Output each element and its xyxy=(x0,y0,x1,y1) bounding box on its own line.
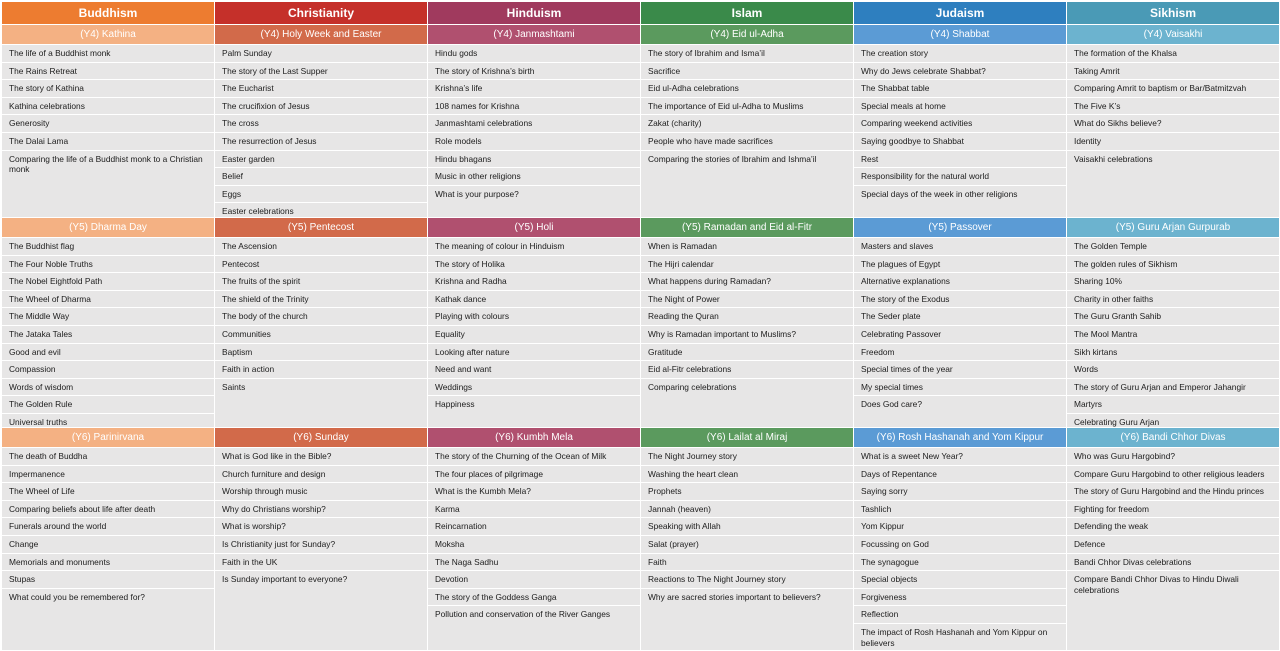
lesson-item: Comparing beliefs about life after death xyxy=(2,501,214,519)
lesson-item: Playing with colours xyxy=(428,308,640,326)
lesson-item: Church furniture and design xyxy=(215,466,427,484)
lesson-item: Need and want xyxy=(428,361,640,379)
lesson-item: Comparing the stories of Ibrahim and Ishma’il xyxy=(648,153,817,164)
lesson-item: Faith xyxy=(641,554,853,572)
unit-header: (Y4) Janmashtami xyxy=(428,25,640,44)
lesson-item: Vaisakhi celebrations xyxy=(1074,153,1153,164)
lesson-item: Compare Bandi Chhor Divas to Hindu Diwali celebrations xyxy=(1074,574,1239,595)
lesson-item: Words of wisdom xyxy=(2,379,214,397)
lesson-item: Equality xyxy=(428,326,640,344)
lesson-item: Impermanence xyxy=(2,466,214,484)
lesson-item: Special objects xyxy=(854,571,1066,589)
lesson-item: The Middle Way xyxy=(2,308,214,326)
unit-lesson-list xyxy=(428,238,640,427)
lesson-item: Focussing on God xyxy=(854,536,1066,554)
lesson-item: Tashlich xyxy=(854,501,1066,519)
lesson-item: The Golden Temple xyxy=(1067,238,1279,256)
lesson-item: Compassion xyxy=(2,361,214,379)
lesson-item: What is God like in the Bible? xyxy=(215,448,427,466)
lesson-item: Reincarnation xyxy=(428,518,640,536)
unit-lesson-list xyxy=(215,238,427,427)
lesson-item: Freedom xyxy=(854,344,1066,362)
lesson-item: Why do Christians worship? xyxy=(215,501,427,519)
lesson-item: Zakat (charity) xyxy=(641,115,853,133)
religion-header-hinduism: Hinduism xyxy=(428,2,640,24)
lesson-item: The story of the Exodus xyxy=(854,291,1066,309)
lesson-item: Hindu gods xyxy=(428,45,640,63)
lesson-item: Responsibility for the natural world xyxy=(854,168,1066,186)
lesson-item: Funerals around the world xyxy=(2,518,214,536)
lesson-item: What happens during Ramadan? xyxy=(641,273,853,291)
lesson-item: Worship through music xyxy=(215,483,427,501)
lesson-item: My special times xyxy=(854,379,1066,397)
lesson-item: The resurrection of Jesus xyxy=(215,133,427,151)
lesson-item: Change xyxy=(2,536,214,554)
lesson-item: Saying sorry xyxy=(854,483,1066,501)
unit-lesson-list xyxy=(641,448,853,650)
lesson-item: Eid al-Fitr celebrations xyxy=(641,361,853,379)
lesson-item: Pollution and conservation of the River Ganges xyxy=(435,609,611,620)
lesson-item: Kathak dance xyxy=(428,291,640,309)
lesson-item: Salat (prayer) xyxy=(641,536,853,554)
lesson-item: Yom Kippur xyxy=(854,518,1066,536)
lesson-item: Faith in action xyxy=(215,361,427,379)
unit-header: (Y6) Rosh Hashanah and Yom Kippur xyxy=(854,428,1066,447)
lesson-item: Sacrifice xyxy=(641,63,853,81)
lesson-item: The fruits of the spirit xyxy=(215,273,427,291)
lesson-item: What is a sweet New Year? xyxy=(854,448,1066,466)
lesson-item: Words xyxy=(1067,361,1279,379)
unit-header: (Y5) Passover xyxy=(854,218,1066,237)
unit-header: (Y4) Eid ul-Adha xyxy=(641,25,853,44)
lesson-item: Generosity xyxy=(2,115,214,133)
lesson-item: The Wheel of Dharma xyxy=(2,291,214,309)
unit-header: (Y5) Pentecost xyxy=(215,218,427,237)
lesson-item: The story of the Goddess Ganga xyxy=(428,589,640,607)
unit-header: (Y5) Ramadan and Eid al-Fitr xyxy=(641,218,853,237)
lesson-item: Kathina celebrations xyxy=(2,98,214,116)
unit-lesson-list xyxy=(2,238,214,427)
lesson-item: The story of the Churning of the Ocean of Milk xyxy=(428,448,640,466)
lesson-item: The story of Guru Arjan and Emperor Jahangir xyxy=(1067,379,1279,397)
religion-header-buddhism: Buddhism xyxy=(2,2,214,24)
lesson-item: The body of the church xyxy=(215,308,427,326)
unit-header: (Y6) Kumbh Mela xyxy=(428,428,640,447)
lesson-item: Comparing weekend activities xyxy=(854,115,1066,133)
lesson-item: Comparing celebrations xyxy=(648,381,737,392)
lesson-item: What could you be remembered for? xyxy=(9,591,145,602)
lesson-item: Easter garden xyxy=(215,151,427,169)
lesson-item: The story of Ibrahim and Isma’il xyxy=(641,45,853,63)
lesson-item: The crucifixion of Jesus xyxy=(215,98,427,116)
lesson-item: Sharing 10% xyxy=(1067,273,1279,291)
lesson-item: The life of a Buddhist monk xyxy=(2,45,214,63)
unit-header: (Y6) Lailat al Miraj xyxy=(641,428,853,447)
lesson-item: Special times of the year xyxy=(854,361,1066,379)
lesson-item: The synagogue xyxy=(854,554,1066,572)
lesson-item: Universal truths xyxy=(9,416,68,427)
lesson-item: The Naga Sadhu xyxy=(428,554,640,572)
lesson-item: Communities xyxy=(215,326,427,344)
lesson-item: The creation story xyxy=(854,45,1066,63)
lesson-item: People who have made sacrifices xyxy=(641,133,853,151)
unit-header: (Y4) Shabbat xyxy=(854,25,1066,44)
lesson-item: Bandi Chhor Divas celebrations xyxy=(1067,554,1279,572)
religion-header-sikhism: Sikhism xyxy=(1067,2,1279,24)
lesson-item: The shield of the Trinity xyxy=(215,291,427,309)
lesson-item: Does God care? xyxy=(861,399,922,410)
lesson-item: The Dalai Lama xyxy=(2,133,214,151)
unit-lesson-list xyxy=(428,448,640,650)
lesson-item: The Ascension xyxy=(215,238,427,256)
unit-lesson-list xyxy=(215,45,427,217)
unit-lesson-list xyxy=(2,45,214,217)
lesson-item: Saints xyxy=(222,381,246,392)
lesson-item: Special days of the week in other religions xyxy=(861,188,1018,199)
unit-lesson-list xyxy=(2,448,214,650)
lesson-item: What do Sikhs believe? xyxy=(1067,115,1279,133)
curriculum-grid xyxy=(2,2,1278,649)
lesson-item: The Four Noble Truths xyxy=(2,256,214,274)
lesson-item: The story of Krishna’s birth xyxy=(428,63,640,81)
lesson-item: Krishna and Radha xyxy=(428,273,640,291)
lesson-item: The Jataka Tales xyxy=(2,326,214,344)
lesson-item: Comparing Amrit to baptism or Bar/Batmitzvah xyxy=(1067,80,1279,98)
unit-header: (Y5) Holi xyxy=(428,218,640,237)
unit-lesson-list xyxy=(854,45,1066,217)
lesson-item: Krishna’s life xyxy=(428,80,640,98)
lesson-item: The Hijri calendar xyxy=(641,256,853,274)
lesson-item: The golden rules of Sikhism xyxy=(1067,256,1279,274)
lesson-item: Happiness xyxy=(435,399,475,410)
lesson-item: The Night of Power xyxy=(641,291,853,309)
lesson-item: Faith in the UK xyxy=(215,554,427,572)
lesson-item: The plagues of Egypt xyxy=(854,256,1066,274)
lesson-item: The Nobel Eightfold Path xyxy=(2,273,214,291)
lesson-item: The formation of the Khalsa xyxy=(1067,45,1279,63)
lesson-item: Defending the weak xyxy=(1067,518,1279,536)
lesson-item: The cross xyxy=(215,115,427,133)
lesson-item: The meaning of colour in Hinduism xyxy=(428,238,640,256)
lesson-item: Sikh kirtans xyxy=(1067,344,1279,362)
lesson-item: Baptism xyxy=(215,344,427,362)
lesson-item: Reactions to The Night Journey story xyxy=(641,571,853,589)
lesson-item: Moksha xyxy=(428,536,640,554)
lesson-item: The importance of Eid ul-Adha to Muslims xyxy=(641,98,853,116)
lesson-item: Martyrs xyxy=(1067,396,1279,414)
lesson-item: Good and evil xyxy=(2,344,214,362)
lesson-item: The four places of pilgrimage xyxy=(428,466,640,484)
unit-lesson-list xyxy=(428,45,640,217)
lesson-item: Memorials and monuments xyxy=(2,554,214,572)
lesson-item: The Wheel of Life xyxy=(2,483,214,501)
lesson-item: Devotion xyxy=(428,571,640,589)
lesson-item: The Eucharist xyxy=(215,80,427,98)
lesson-item: Role models xyxy=(428,133,640,151)
lesson-item: The story of Holika xyxy=(428,256,640,274)
unit-lesson-list xyxy=(1067,448,1279,650)
lesson-item: The Guru Granth Sahib xyxy=(1067,308,1279,326)
lesson-item: Is Sunday important to everyone? xyxy=(222,574,348,585)
unit-lesson-list xyxy=(215,448,427,650)
lesson-item: Who was Guru Hargobind? xyxy=(1067,448,1279,466)
lesson-item: Days of Repentance xyxy=(854,466,1066,484)
lesson-item: Is Christianity just for Sunday? xyxy=(215,536,427,554)
lesson-item: Washing the heart clean xyxy=(641,466,853,484)
lesson-item: Comparing the life of a Buddhist monk to a Christian monk xyxy=(9,153,203,175)
lesson-item: Gratitude xyxy=(641,344,853,362)
lesson-item: Taking Amrit xyxy=(1067,63,1279,81)
lesson-item: Why do Jews celebrate Shabbat? xyxy=(854,63,1066,81)
lesson-item: Speaking with Allah xyxy=(641,518,853,536)
lesson-item: Eid ul-Adha celebrations xyxy=(641,80,853,98)
unit-lesson-list xyxy=(641,238,853,427)
lesson-item: Why is Ramadan important to Muslims? xyxy=(641,326,853,344)
lesson-item: What is worship? xyxy=(215,518,427,536)
lesson-item: The story of the Last Supper xyxy=(215,63,427,81)
lesson-item: Prophets xyxy=(641,483,853,501)
lesson-item: The impact of Rosh Hashanah and Yom Kippur on believers xyxy=(861,626,1048,648)
lesson-item: The Rains Retreat xyxy=(2,63,214,81)
unit-lesson-list xyxy=(1067,238,1279,427)
lesson-item: Alternative explanations xyxy=(854,273,1066,291)
unit-header: (Y5) Guru Arjan Gurpurab xyxy=(1067,218,1279,237)
lesson-item: Fighting for freedom xyxy=(1067,501,1279,519)
lesson-item: Looking after nature xyxy=(428,344,640,362)
lesson-item: Easter celebrations xyxy=(222,206,294,217)
lesson-item: The Night Journey story xyxy=(641,448,853,466)
lesson-item: The Shabbat table xyxy=(854,80,1066,98)
unit-lesson-list xyxy=(854,238,1066,427)
lesson-item: Karma xyxy=(428,501,640,519)
unit-header: (Y6) Parinirvana xyxy=(2,428,214,447)
lesson-item: The Mool Mantra xyxy=(1067,326,1279,344)
lesson-item: Defence xyxy=(1067,536,1279,554)
unit-header: (Y4) Vaisakhi xyxy=(1067,25,1279,44)
lesson-item: The story of Kathina xyxy=(2,80,214,98)
lesson-item: The Golden Rule xyxy=(2,396,214,414)
lesson-item: Pentecost xyxy=(215,256,427,274)
unit-header: (Y6) Sunday xyxy=(215,428,427,447)
religion-header-judaism: Judaism xyxy=(854,2,1066,24)
lesson-item: When is Ramadan xyxy=(641,238,853,256)
lesson-item: Janmashtami celebrations xyxy=(428,115,640,133)
lesson-item: Rest xyxy=(854,151,1066,169)
lesson-item: What is your purpose? xyxy=(435,188,519,199)
lesson-item: Reflection xyxy=(854,606,1066,624)
lesson-item: Identity xyxy=(1067,133,1279,151)
lesson-item: Special meals at home xyxy=(854,98,1066,116)
lesson-item: Reading the Quran xyxy=(641,308,853,326)
unit-header: (Y4) Kathina xyxy=(2,25,214,44)
lesson-item: Jannah (heaven) xyxy=(641,501,853,519)
lesson-item: The Five K’s xyxy=(1067,98,1279,116)
religion-header-christianity: Christianity xyxy=(215,2,427,24)
lesson-item: Saying goodbye to Shabbat xyxy=(854,133,1066,151)
lesson-item: Belief xyxy=(215,168,427,186)
lesson-item: Celebrating Passover xyxy=(854,326,1066,344)
unit-lesson-list xyxy=(1067,45,1279,217)
unit-header: (Y5) Dharma Day xyxy=(2,218,214,237)
lesson-item: Charity in other faiths xyxy=(1067,291,1279,309)
unit-header: (Y4) Holy Week and Easter xyxy=(215,25,427,44)
lesson-item: Weddings xyxy=(428,379,640,397)
lesson-item: The Seder plate xyxy=(854,308,1066,326)
lesson-item: The Buddhist flag xyxy=(2,238,214,256)
lesson-item: Hindu bhagans xyxy=(428,151,640,169)
lesson-item: Stupas xyxy=(2,571,214,589)
unit-header: (Y6) Bandi Chhor Divas xyxy=(1067,428,1279,447)
lesson-item: 108 names for Krishna xyxy=(428,98,640,116)
lesson-item: Celebrating Guru Arjan xyxy=(1074,416,1160,427)
religion-header-islam: Islam xyxy=(641,2,853,24)
lesson-item: Palm Sunday xyxy=(215,45,427,63)
lesson-item: What is the Kumbh Mela? xyxy=(428,483,640,501)
lesson-item: Masters and slaves xyxy=(854,238,1066,256)
unit-lesson-list xyxy=(854,448,1066,650)
lesson-item: Compare Guru Hargobind to other religious leaders xyxy=(1067,466,1279,484)
lesson-item: The story of Guru Hargobind and the Hindu princes xyxy=(1067,483,1279,501)
lesson-item: Eggs xyxy=(215,186,427,204)
lesson-item: The death of Buddha xyxy=(2,448,214,466)
lesson-item: Music in other religions xyxy=(428,168,640,186)
unit-lesson-list xyxy=(641,45,853,217)
lesson-item: Forgiveness xyxy=(854,589,1066,607)
lesson-item: Why are sacred stories important to believers? xyxy=(648,591,821,602)
